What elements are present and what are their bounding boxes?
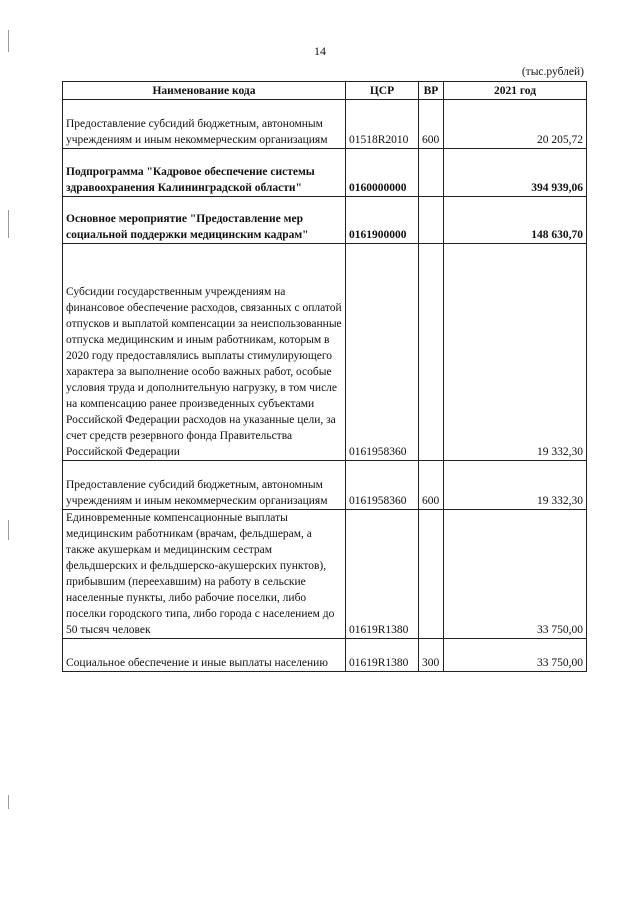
- row-sum: 33 750,00: [444, 510, 587, 639]
- row-sum: 33 750,00: [444, 639, 587, 672]
- row-sum: 19 332,30: [444, 461, 587, 510]
- row-vr: [419, 197, 444, 244]
- table-row: [63, 149, 587, 197]
- row-csr: 0161958360: [346, 461, 419, 510]
- table-row: [63, 639, 587, 672]
- header-vr: ВР: [419, 82, 444, 100]
- row-csr: 0161958360: [346, 244, 419, 461]
- row-csr: 0161900000: [346, 197, 419, 244]
- page-number: 14: [314, 44, 326, 58]
- row-sum: 148 630,70: [444, 197, 587, 244]
- table-row: [63, 197, 587, 244]
- row-name: Единовременные компенсационные выплаты медицинским работникам (врачам, фельдшерам, а также акушеркам и медицинским сестрам фельдшерских и фельдшерско-акушерских пунктов), прибывшим (переехавшим) на работу в сельские населенные пункты, либо рабочие поселки, либо поселки городского типа, либо города с населением до 50 тысяч человек: [63, 510, 346, 639]
- table-row: [63, 100, 587, 149]
- row-vr: [419, 510, 444, 639]
- header-year: 2021 год: [444, 82, 587, 100]
- table-row: [63, 461, 587, 510]
- row-vr: 300: [419, 639, 444, 672]
- margin-mark: [8, 210, 9, 238]
- row-name: Социальное обеспечение и иные выплаты населению: [63, 639, 346, 672]
- header-name: Наименование кода: [63, 82, 346, 100]
- table-header-row: [63, 82, 587, 100]
- row-name: Субсидии государственным учреждениям на финансовое обеспечение расходов, связанных с оплатой отпусков и выплатой компенсации за неиспользованные отпуска медицинским и иным работникам, которым в 2020 году предоставлялись выплаты стимулирующего характера за выполнение особо важных работ, особые условия труда и дополнительную нагрузку, в том числе на компенсацию ранее произведенных субъектами Российской Федерации расходов на указанные цели, за счет средств резервного фонда Правительства Российской Федерации: [63, 244, 346, 461]
- margin-mark: [8, 520, 9, 540]
- row-vr: [419, 149, 444, 197]
- table-row: [63, 510, 587, 639]
- row-csr: 01619R1380: [346, 510, 419, 639]
- margin-mark: [8, 30, 9, 52]
- budget-table: [62, 81, 587, 672]
- row-csr: 0160000000: [346, 149, 419, 197]
- row-name: Предоставление субсидий бюджетным, автономным учреждениям и иным некоммерческим организациям: [63, 461, 346, 510]
- row-vr: [419, 244, 444, 461]
- row-vr: 600: [419, 100, 444, 149]
- units-label: (тыс.рублей): [521, 66, 584, 78]
- table-row: [63, 244, 587, 461]
- row-csr: 01518R2010: [346, 100, 419, 149]
- header-csr: ЦСР: [346, 82, 419, 100]
- row-sum: 394 939,06: [444, 149, 587, 197]
- row-sum: 20 205,72: [444, 100, 587, 149]
- row-vr: 600: [419, 461, 444, 510]
- row-name: Подпрограмма "Кадровое обеспечение системы здравоохранения Калининградской области": [63, 149, 346, 197]
- row-name: Предоставление субсидий бюджетным, автономным учреждениям и иным некоммерческим организациям: [63, 100, 346, 149]
- row-sum: 19 332,30: [444, 244, 587, 461]
- margin-mark: [8, 795, 9, 809]
- row-csr: 01619R1380: [346, 639, 419, 672]
- row-name: Основное мероприятие "Предоставление мер социальной поддержки медицинским кадрам": [63, 197, 346, 244]
